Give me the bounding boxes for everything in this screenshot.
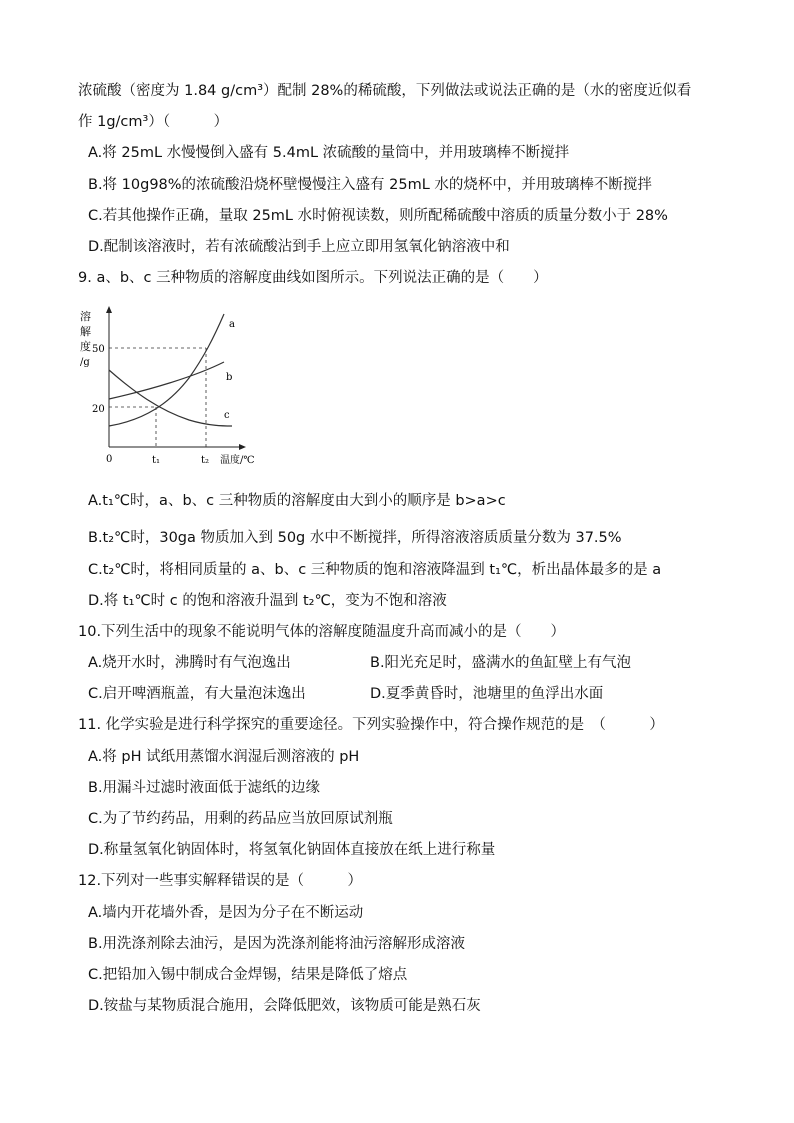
- y-axis-label-3: 度: [80, 340, 91, 353]
- curve-a-label: a: [229, 319, 235, 330]
- q11-option-c: C.为了节约药品，用剩的药品应当放回原试剂瓶: [88, 811, 393, 827]
- q12-option-d: D.铵盐与某物质混合施用，会降低肥效，该物质可能是熟石灰: [88, 998, 481, 1014]
- q12-option-a: A.墙内开花墙外香，是因为分子在不断运动: [88, 905, 364, 921]
- q8-stem-line1: 浓硫酸（密度为 1.84 g/cm³）配制 28%的稀硫酸，下列做法或说法正确的是（水的密度近似看: [78, 83, 692, 99]
- curve-c-label: c: [224, 410, 230, 421]
- origin-label: 0: [106, 454, 113, 465]
- q10-option-c: C.启开啤酒瓶盖，有大量泡沫逸出: [88, 686, 306, 702]
- q9-stem: 9. a、b、c 三种物质的溶解度曲线如图所示。下列说法正确的是（ ）: [78, 270, 548, 286]
- q8-option-d: D.配制该溶液时，若有浓硫酸沾到手上应立即用氢氧化钠溶液中和: [88, 239, 510, 255]
- q11-option-b: B.用漏斗过滤时液面低于滤纸的边缘: [88, 780, 321, 796]
- q8-stem-line2: 作 1g/cm³）（ ）: [78, 114, 229, 130]
- q8-option-a: A.将 25mL 水慢慢倒入盛有 5.4mL 浓硫酸的量筒中，并用玻璃棒不断搅拌: [88, 145, 570, 161]
- y-axis-label-1: 溶: [80, 310, 91, 323]
- y-axis-label-4: /g: [80, 357, 90, 368]
- q10-option-d: D.夏季黄昏时，池塘里的鱼浮出水面: [370, 686, 604, 702]
- q9-option-b: B.t₂℃时，30ga 物质加入到 50g 水中不断搅拌，所得溶液溶质质量分数为 37.5%: [88, 530, 622, 546]
- q11-stem: 11. 化学实验是进行科学探究的重要途径。下列实验操作中，符合操作规范的是 （ ）: [78, 717, 664, 733]
- q11-option-d: D.称量氢氧化钠固体时，将氢氧化钠固体直接放在纸上进行称量: [88, 842, 496, 858]
- x-axis-label: 温度/℃: [220, 455, 255, 466]
- curve-b: [109, 362, 224, 399]
- y-tick-50: 50: [92, 344, 105, 355]
- solubility-curve-figure: [74, 302, 274, 472]
- y-tick-20: 20: [92, 404, 105, 415]
- x-tick-t1: t₁: [152, 455, 161, 466]
- q10-option-a: A.烧开水时，沸腾时有气泡逸出: [88, 655, 291, 671]
- q12-option-b: B.用洗涤剂除去油污，是因为洗涤剂能将油污溶解形成溶液: [88, 936, 466, 952]
- y-axis-label-2: 解: [80, 325, 91, 338]
- q9-option-c: C.t₂℃时，将相同质量的 a、b、c 三种物质的饱和溶液降温到 t₁℃，析出晶体最多的是 a: [88, 562, 662, 578]
- x-tick-t2: t₂: [201, 455, 210, 466]
- q10-option-b: B.阳光充足时，盛满水的鱼缸壁上有气泡: [370, 655, 632, 671]
- q8-option-b: B.将 10g98%的浓硫酸沿烧杯壁慢慢注入盛有 25mL 水的烧杯中，并用玻璃棒不断搅拌: [88, 177, 652, 193]
- curve-b-label: b: [226, 372, 233, 383]
- q9-option-a: A.t₁℃时，a、b、c 三种物质的溶解度由大到小的顺序是 b>a>c: [88, 493, 506, 509]
- q8-option-c: C.若其他操作正确，量取 25mL 水时俯视读数，则所配稀硫酸中溶质的质量分数小于 28%: [88, 208, 668, 224]
- q10-stem: 10.下列生活中的现象不能说明气体的溶解度随温度升高而减小的是（ ）: [78, 624, 566, 640]
- y-axis-arrow: [106, 306, 112, 313]
- q11-option-a: A.将 pH 试纸用蒸馏水润湿后测溶液的 pH: [88, 749, 360, 765]
- x-axis-arrow: [239, 444, 246, 450]
- q12-stem: 12.下列对一些事实解释错误的是（ ）: [78, 873, 363, 889]
- q12-option-c: C.把铅加入锡中制成合金焊锡，结果是降低了熔点: [88, 967, 408, 983]
- q9-option-d: D.将 t₁℃时 c 的饱和溶液升温到 t₂℃，变为不饱和溶液: [88, 593, 447, 609]
